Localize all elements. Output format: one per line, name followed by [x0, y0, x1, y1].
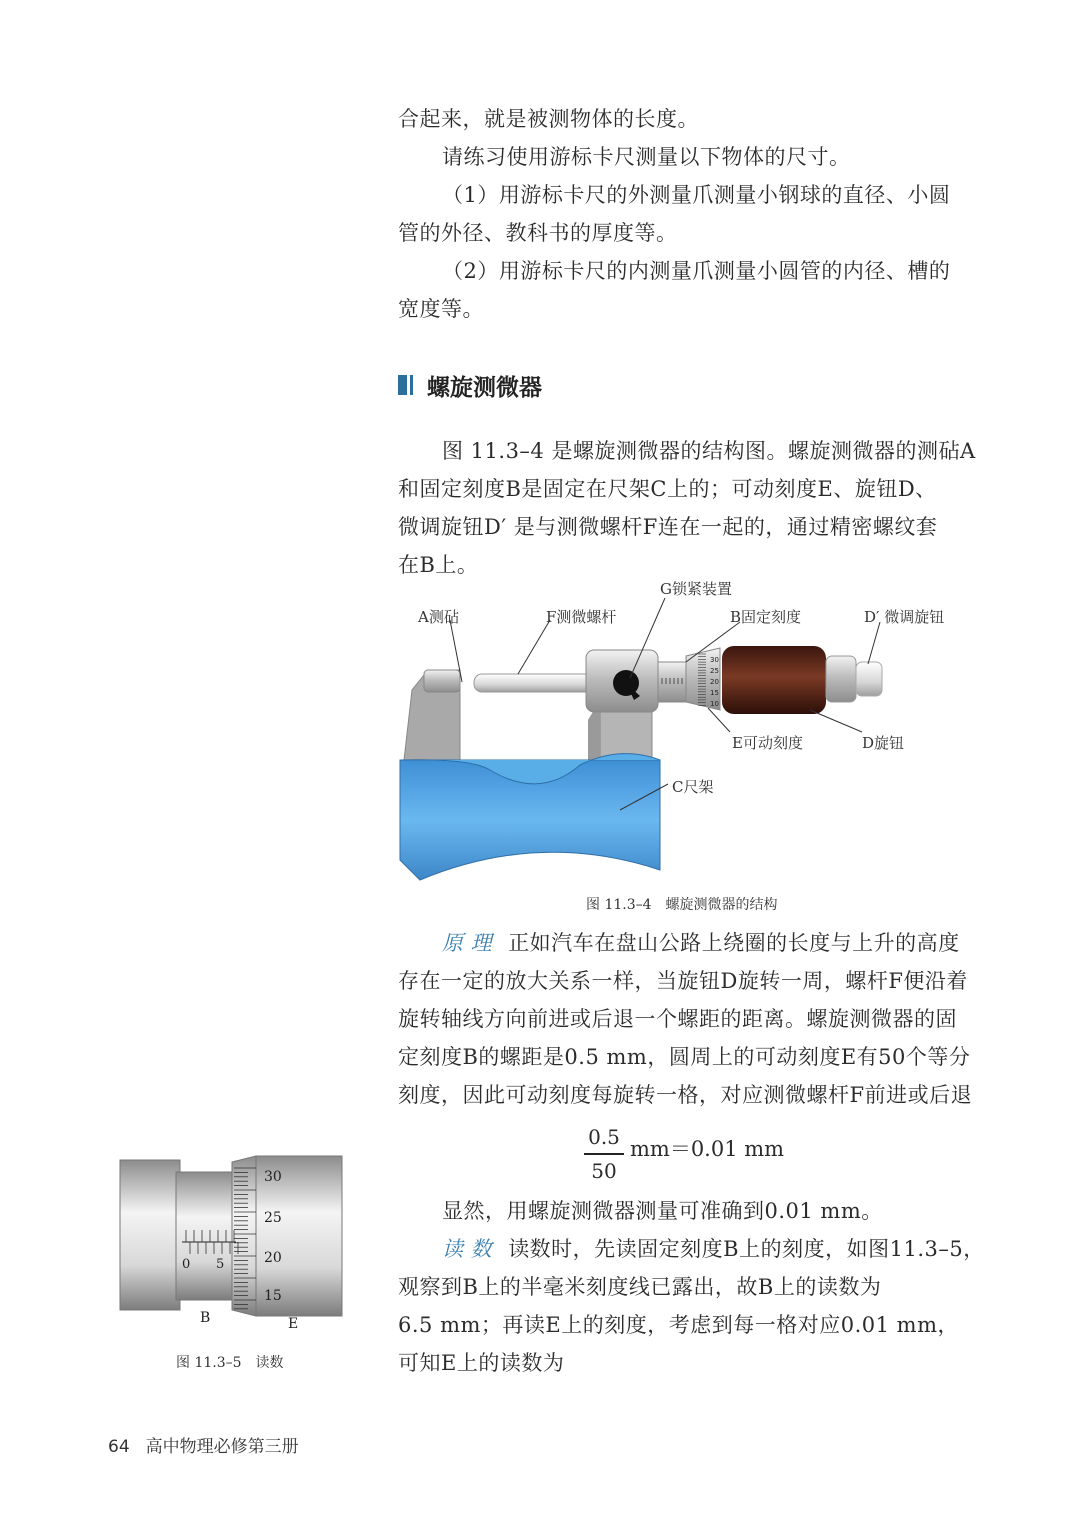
ratchet-dprime: [826, 656, 856, 702]
knob-d: [722, 646, 826, 714]
paragraph-line: 存在一定的放大关系一样，当旋钮D旋转一周，螺杆F便沿着: [398, 969, 968, 993]
paragraph-line: [398, 924, 958, 962]
paragraph-line: （2）用游标卡尺的内测量爪测量小圆管的内径、槽的: [442, 259, 951, 283]
label-dprime: D′ 微调旋钮: [864, 608, 945, 626]
paragraph-line: 和固定刻度B是固定在尺架C上的；可动刻度E、旋钮D、: [398, 477, 937, 501]
label-d: D旋钮: [862, 734, 905, 752]
paragraph-line: 请练习使用游标卡尺测量以下物体的尺寸。: [442, 145, 851, 169]
keyword-principle: 原 理: [442, 931, 493, 955]
leader-line: [810, 710, 862, 732]
fraction-numerator: 0.5: [588, 1125, 620, 1149]
ratchet-cap: [856, 662, 882, 696]
anvil-face: [424, 670, 460, 692]
scale-label-30: 30: [264, 1169, 282, 1185]
reading-figure: [110, 1150, 350, 1340]
paragraph-line: 观察到B上的半毫米刻度线已露出，故B上的读数为: [398, 1275, 882, 1299]
paragraph-text: 正如汽车在盘山公路上绕圈的长度与上升的高度: [508, 931, 960, 955]
thimble-tick-label: 30: [710, 656, 719, 664]
section-heading: [398, 368, 542, 402]
leader-line: [518, 620, 550, 674]
paragraph-line: 微调旋钮D′ 是与测微螺杆F连在一起的，通过精密螺纹套: [398, 515, 938, 539]
fraction-bar: [584, 1153, 624, 1155]
keyword-reading: 读 数: [442, 1237, 493, 1261]
fraction-denominator: 50: [591, 1158, 617, 1183]
paragraph-line: 合起来，就是被测物体的长度。: [398, 107, 699, 131]
paragraph-line: 在B上。: [398, 553, 479, 577]
book-title: 高中物理必修第三册: [145, 1437, 299, 1457]
scale-label-15: 15: [264, 1288, 282, 1304]
thimble-cylinder: [232, 1156, 256, 1316]
paragraph-line: 图 11.3–4 是螺旋测微器的结构图。螺旋测微器的测砧A: [442, 439, 976, 463]
paragraph-line: 管的外径、教科书的厚度等。: [398, 221, 678, 245]
thimble-tick-label: 20: [710, 678, 719, 686]
label-a: A测砧: [418, 608, 459, 626]
paragraph-line: 定刻度B的螺距是0.5 mm，圆周上的可动刻度E有50个等分: [398, 1045, 971, 1069]
sleeve-cylinder: [120, 1160, 180, 1310]
figure-caption: 图 11.3–5 读数: [176, 1355, 284, 1371]
leader-line: [868, 622, 880, 664]
label-b: B: [200, 1310, 211, 1326]
micrometer-figure: [390, 570, 910, 890]
thimble-tick-label: 15: [710, 689, 719, 697]
paragraph-line: 可知E上的读数为: [398, 1351, 565, 1375]
paragraph-line: （1）用游标卡尺的外测量爪测量小钢球的直径、小圆: [442, 183, 951, 207]
figure-caption: 图 11.3–4 螺旋测微器的结构: [586, 897, 778, 913]
equation-rest: mm＝0.01 mm: [630, 1137, 785, 1161]
thimble-tick-label: 25: [710, 667, 719, 675]
scale-label-25: 25: [264, 1210, 282, 1226]
page-number: 64: [108, 1437, 130, 1457]
label-c: C尺架: [672, 778, 714, 796]
thimble-tick-label: 10: [710, 700, 719, 708]
paragraph-line: 旋转轴线方向前进或后退一个螺距的距离。螺旋测微器的固: [398, 1007, 957, 1031]
label-e: E可动刻度: [732, 734, 803, 752]
page-footer: [108, 1432, 299, 1457]
spindle-rod: [474, 674, 604, 692]
sleeve-label-5: 5: [216, 1257, 225, 1272]
sleeve-label-0: 0: [182, 1257, 191, 1272]
paragraph-line: [398, 1230, 985, 1268]
paragraph-text: 读数时，先读固定刻度B上的刻度，如图11.3–5，: [508, 1237, 985, 1261]
paragraph-line: 宽度等。: [398, 297, 484, 321]
paragraph-line: 刻度，因此可动刻度每旋转一格，对应测微螺杆F前进或后退: [398, 1083, 973, 1107]
label-g: G锁紧装置: [660, 580, 732, 598]
scale-label-20: 20: [264, 1250, 282, 1266]
paragraph-line: 显然，用螺旋测微器测量可准确到0.01 mm。: [442, 1199, 883, 1223]
sleeve-scale: [176, 1172, 236, 1300]
label-e: E: [288, 1316, 299, 1332]
leader-line: [708, 708, 730, 732]
label-f: F测微螺杆: [546, 608, 617, 626]
heading-marker: [398, 375, 407, 395]
paragraph-line: 6.5 mm；再读E上的刻度，考虑到每一格对应0.01 mm，: [398, 1313, 959, 1337]
heading-marker: [410, 375, 413, 395]
section-title: 螺旋测微器: [427, 374, 542, 401]
label-b: B固定刻度: [730, 608, 802, 626]
fraction: [584, 1123, 624, 1185]
